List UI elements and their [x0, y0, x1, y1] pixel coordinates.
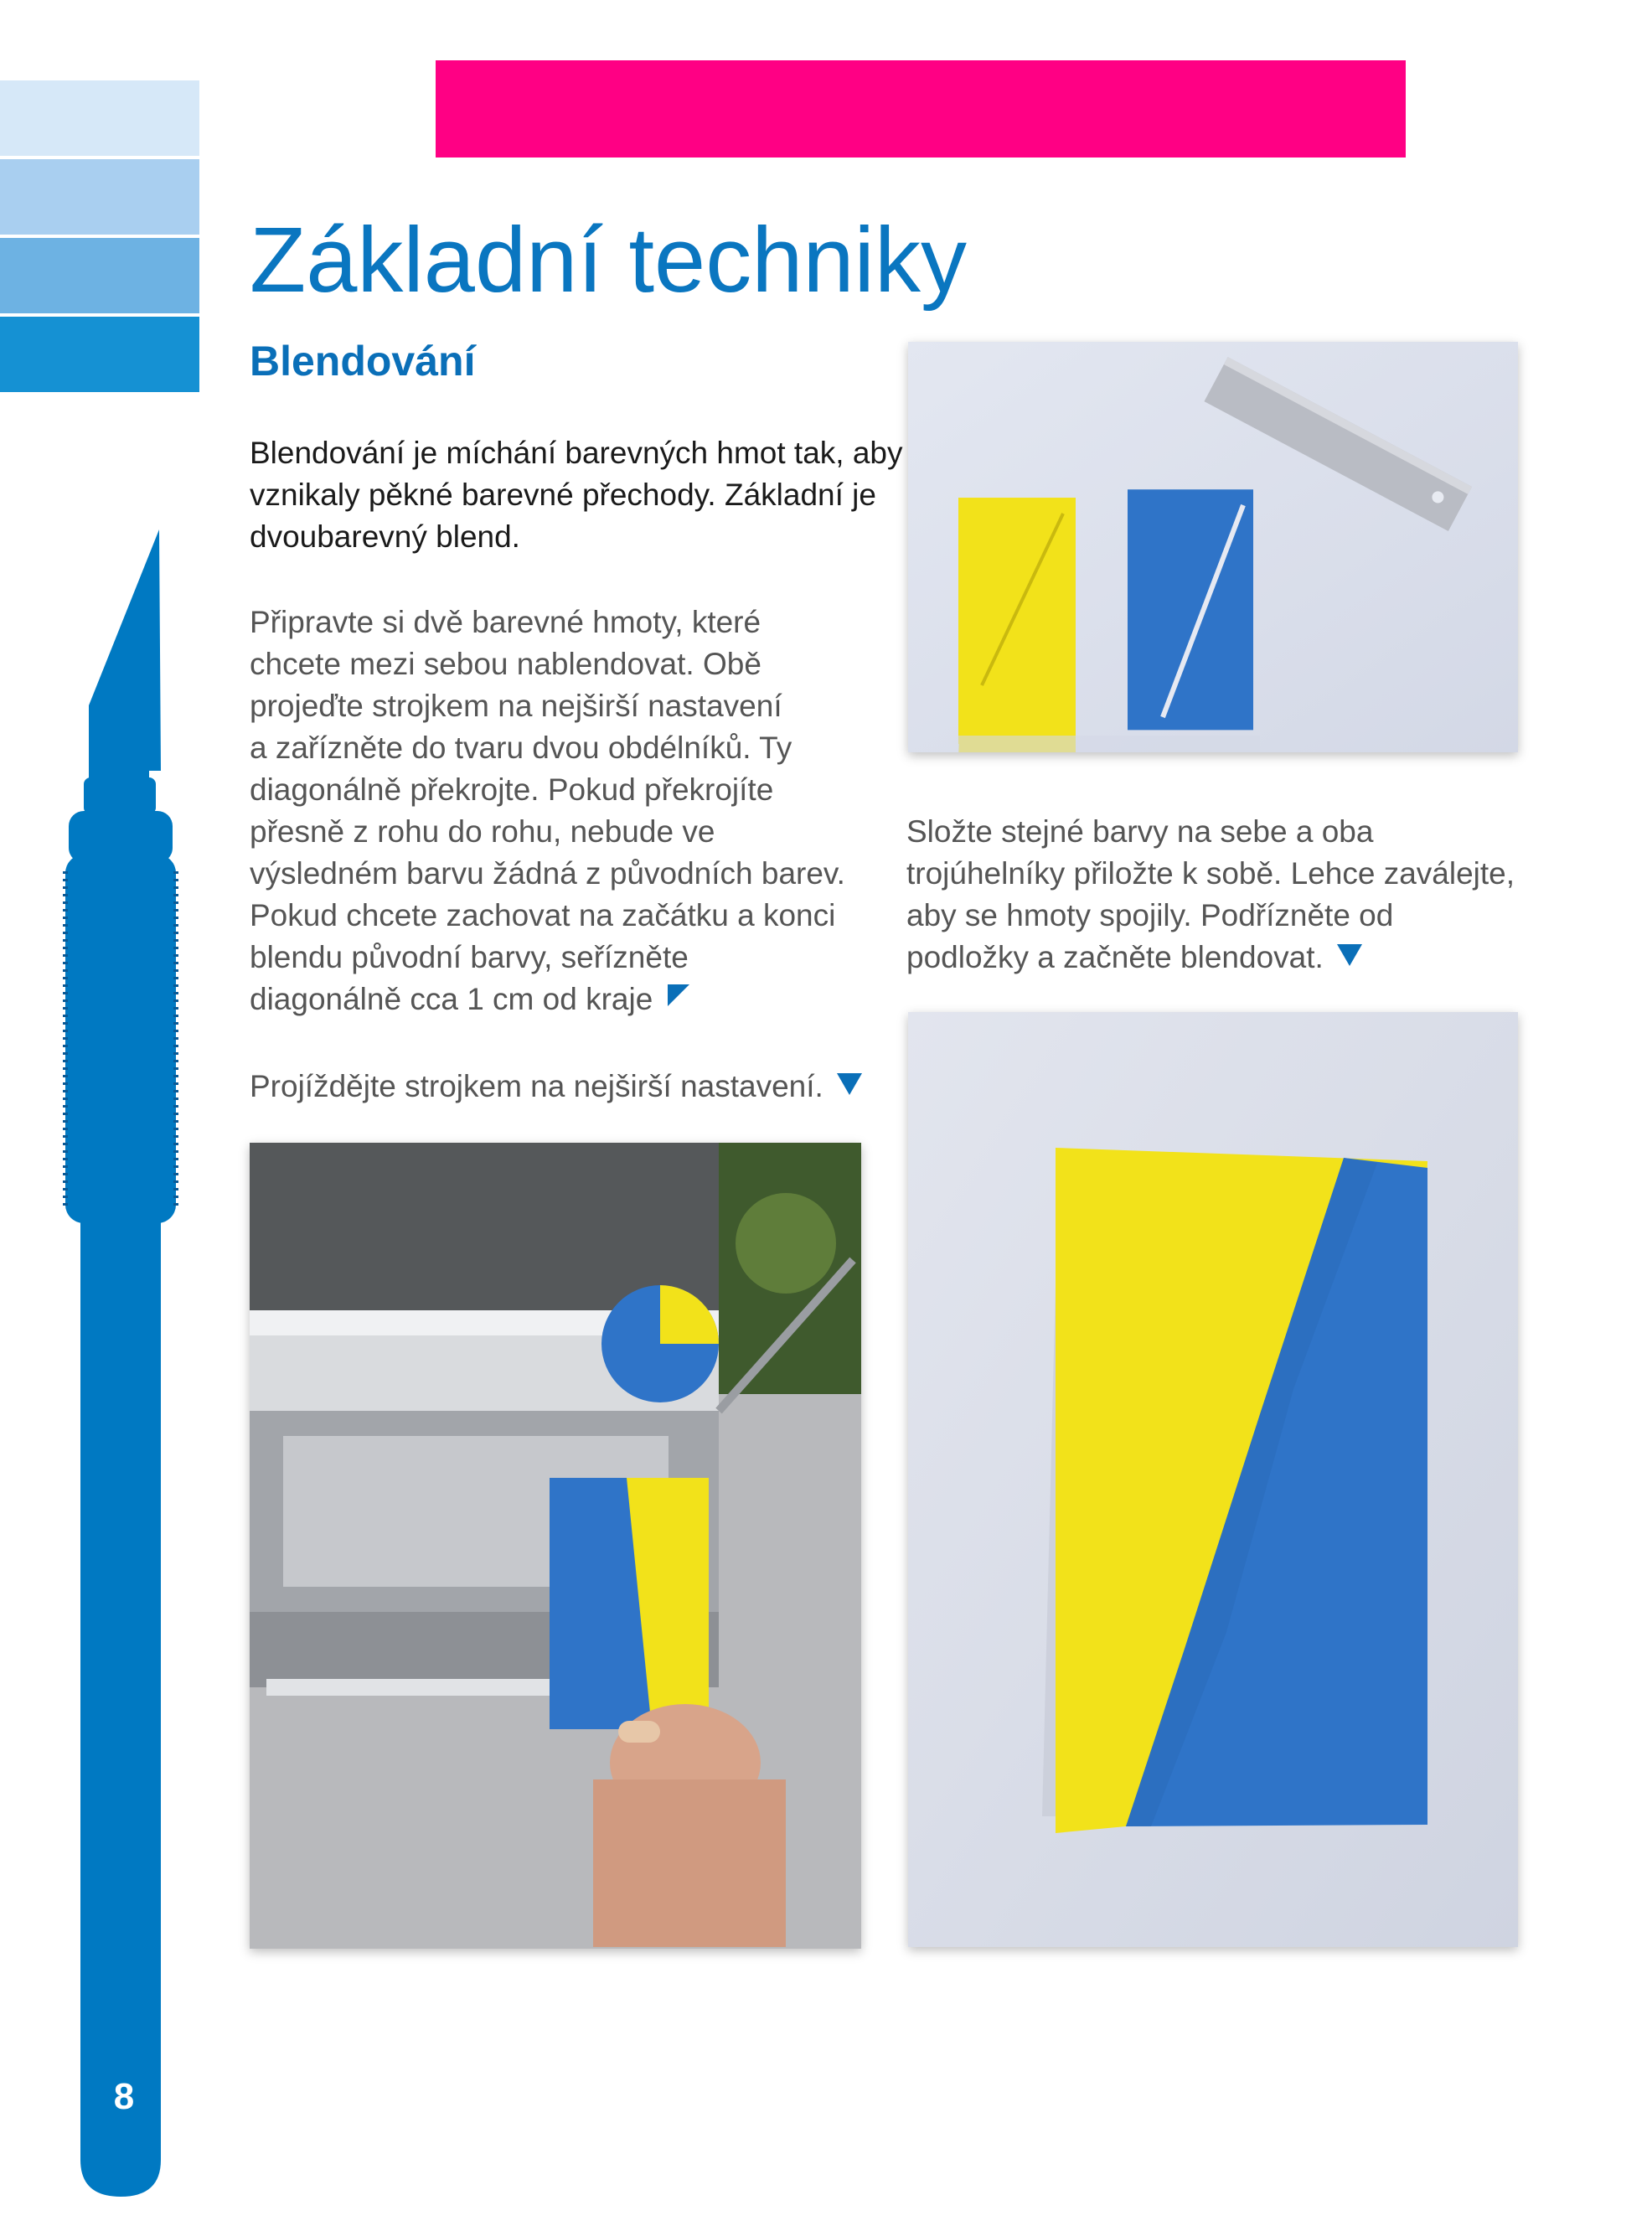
text-line — [250, 979, 845, 1020]
text-line: vznikaly pěkné barevné přechody. Základní je — [250, 478, 876, 512]
section-heading: Blendování — [250, 338, 476, 385]
text-line: trojúhelníky přiložte k sobě. Lehce zaválejte, — [906, 856, 1515, 891]
text-line: Pokud chcete zachovat na začátku a konci — [250, 898, 836, 932]
instructions-paragraph — [250, 602, 845, 1020]
text-line: projeďte strojkem na nejširší nastavení — [250, 689, 782, 723]
text-line: Blendování je míchání barevných hmot tak, aby — [250, 436, 903, 470]
text-line — [906, 937, 1515, 979]
text-line: dvoubarevný blend. — [250, 519, 520, 554]
page-number: 8 — [113, 2076, 135, 2117]
text-line: aby se hmoty spojily. Podřízněte od — [906, 898, 1394, 932]
text-line: blendu původní barvy, seřízněte — [250, 940, 689, 974]
photo-joined-sheet — [908, 1012, 1518, 1947]
stack-note — [906, 811, 1515, 979]
page-title: Základní techniky — [250, 209, 967, 312]
down-triangle-icon — [1335, 943, 1364, 968]
color-swatch-3 — [0, 238, 199, 313]
rolling-note — [250, 1066, 864, 1108]
text-line — [250, 1066, 864, 1108]
text-line: Složte stejné barvy na sebe a oba — [906, 814, 1374, 849]
text-line: chcete mezi sebou nablendovat. Obě — [250, 647, 761, 681]
text-line: Připravte si dvě barevné hmoty, které — [250, 605, 761, 639]
color-swatch-4 — [0, 317, 199, 392]
text-line: a zařízněte do tvaru dvou obdélníků. Ty — [250, 731, 792, 765]
text-line-content: diagonálně cca 1 cm od kraje — [250, 982, 653, 1016]
corner-arrow-icon — [664, 981, 693, 1010]
color-swatch-2 — [0, 159, 199, 235]
text-line: výsledném barvu žádná z původních barev. — [250, 856, 845, 891]
text-line-content: Projíždějte strojkem na nejširší nastavení. — [250, 1069, 823, 1103]
craft-knife-icon — [50, 519, 193, 2203]
text-line: přesně z rohu do rohu, nebude ve — [250, 814, 715, 849]
header-accent-bar — [436, 60, 1406, 158]
down-triangle-icon — [835, 1072, 864, 1097]
color-swatch-1 — [0, 80, 199, 156]
photo-cut-rectangles — [908, 342, 1518, 752]
photo-pasta-machine — [250, 1143, 861, 1949]
text-line: diagonálně překrojte. Pokud překrojíte — [250, 772, 774, 807]
intro-paragraph — [250, 432, 903, 558]
text-line-content: podložky a začněte blendovat. — [906, 940, 1324, 974]
